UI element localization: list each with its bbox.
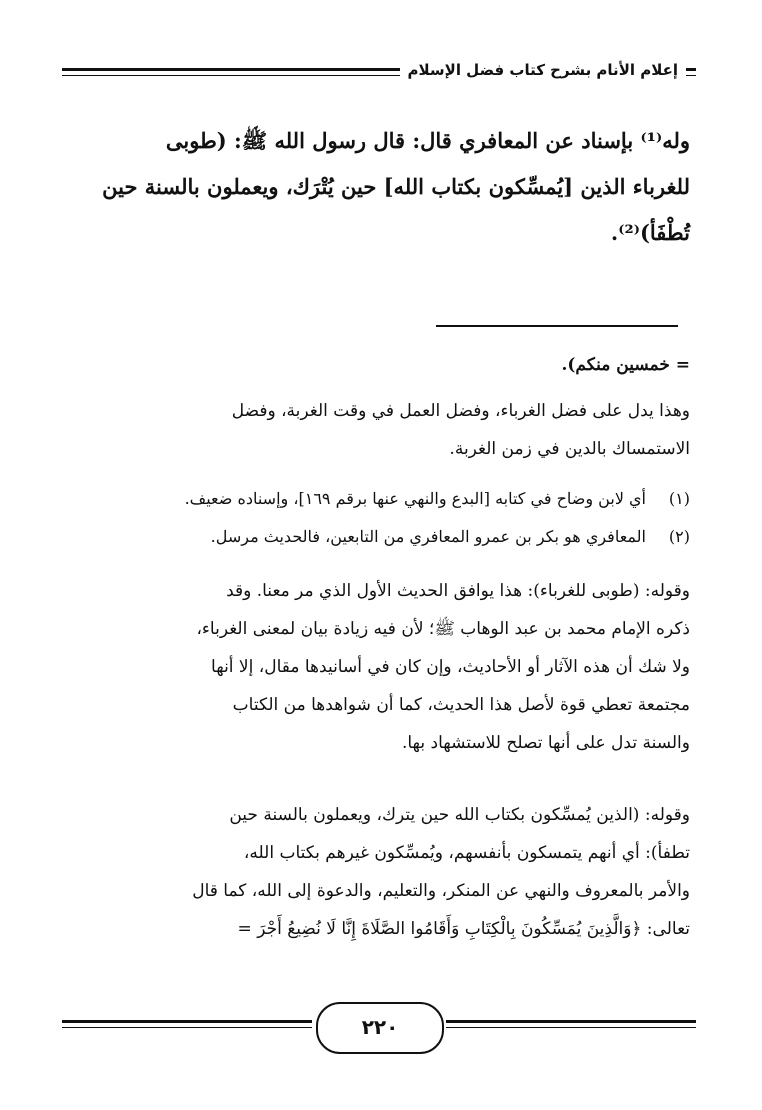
paragraph-line: مجتمعة تعطي قوة لأصل هذا الحديث، كما أن شواهدها من الكتاب bbox=[232, 695, 690, 715]
footnote-text: المعافري هو بكر بن عمرو المعافري من التابعين، فالحديث مرسل. bbox=[210, 527, 646, 546]
paragraph-line: الاستمساك بالدين في زمن الغربة. bbox=[449, 439, 690, 459]
page-number: ٢٢٠ bbox=[316, 1002, 444, 1054]
footnote-number: (١) bbox=[668, 489, 690, 508]
footnotes bbox=[68, 480, 690, 556]
paragraph-line: وهذا يدل على فضل الغرباء، وفضل العمل في وقت الغربة، وفضل bbox=[231, 401, 690, 421]
hadith-line: للغرباء الذين [يُمسِّكون بكتاب الله] حين يُتْرَك، ويعملون بالسنة حين bbox=[102, 174, 690, 199]
paragraph-3 bbox=[68, 796, 690, 948]
paragraph-line: ولا شك أن هذه الآثار أو الأحاديث، وإن كان في أسانيدها مقال، إلا أنها bbox=[211, 657, 690, 677]
footnote-number: (٢) bbox=[668, 527, 690, 546]
hadith-line: تُطْفَأ)⁽²⁾. bbox=[610, 220, 690, 245]
footer-rule-right-thick bbox=[446, 1020, 696, 1023]
running-header bbox=[62, 58, 696, 92]
paragraph-line: والسنة تدل على أنها تصلح للاستشهاد بها. bbox=[401, 733, 690, 753]
footer-rule-right-thin bbox=[446, 1027, 696, 1028]
paragraph-line: ذكره الإمام محمد بن عبد الوهاب ﷺ؛ لأن فيه زيادة بيان لمعنى الغرباء، bbox=[196, 619, 690, 639]
paragraph-line: وقوله: (طوبى للغرباء): هذا يوافق الحديث الأول الذي مر معنا. وقد bbox=[226, 581, 690, 601]
paragraph-line: والأمر بالمعروف والنهي عن المنكر، والتعليم، والدعوة إلى الله، كما قال bbox=[192, 881, 690, 901]
page-footer bbox=[62, 1000, 696, 1060]
footer-rule-left-thick bbox=[62, 1020, 312, 1023]
footnote-text: أي لابن وضاح في كتابه [البدع والنهي عنها برقم ١٦٩]، وإسناده ضعيف. bbox=[184, 489, 646, 508]
paragraph-1 bbox=[68, 392, 690, 468]
footer-rule-left-thin bbox=[62, 1027, 312, 1028]
continuation-text: = خمسين منكم). bbox=[561, 355, 690, 375]
hadith-line: وله⁽¹⁾ بإسناد عن المعافري قال: قال رسول الله ﷺ: (طوبى bbox=[165, 128, 690, 153]
hadith-text bbox=[68, 118, 690, 256]
paragraph-line: وقوله: (الذين يُمسِّكون بكتاب الله حين يترك، ويعملون بالسنة حين bbox=[229, 805, 690, 825]
book-title: إعلام الأنام بشرح كتاب فضل الإسلام bbox=[400, 58, 686, 82]
paragraph-line: تطفأ): أي أنهم يتمسكون بأنفسهم، ويُمسِّكون غيرهم بكتاب الله، bbox=[243, 843, 690, 863]
footnote-separator bbox=[436, 325, 678, 327]
footnote-item bbox=[68, 518, 690, 556]
paragraph-line: تعالى: ﴿وَالَّذِينَ يُمَسِّكُونَ بِالْكِتَابِ وَأَقَامُوا الصَّلَاةَ إِنَّا لَا نُضِيعُ أَجْرَ = bbox=[237, 919, 690, 939]
footnote-item bbox=[68, 480, 690, 518]
paragraph-2 bbox=[68, 572, 690, 762]
